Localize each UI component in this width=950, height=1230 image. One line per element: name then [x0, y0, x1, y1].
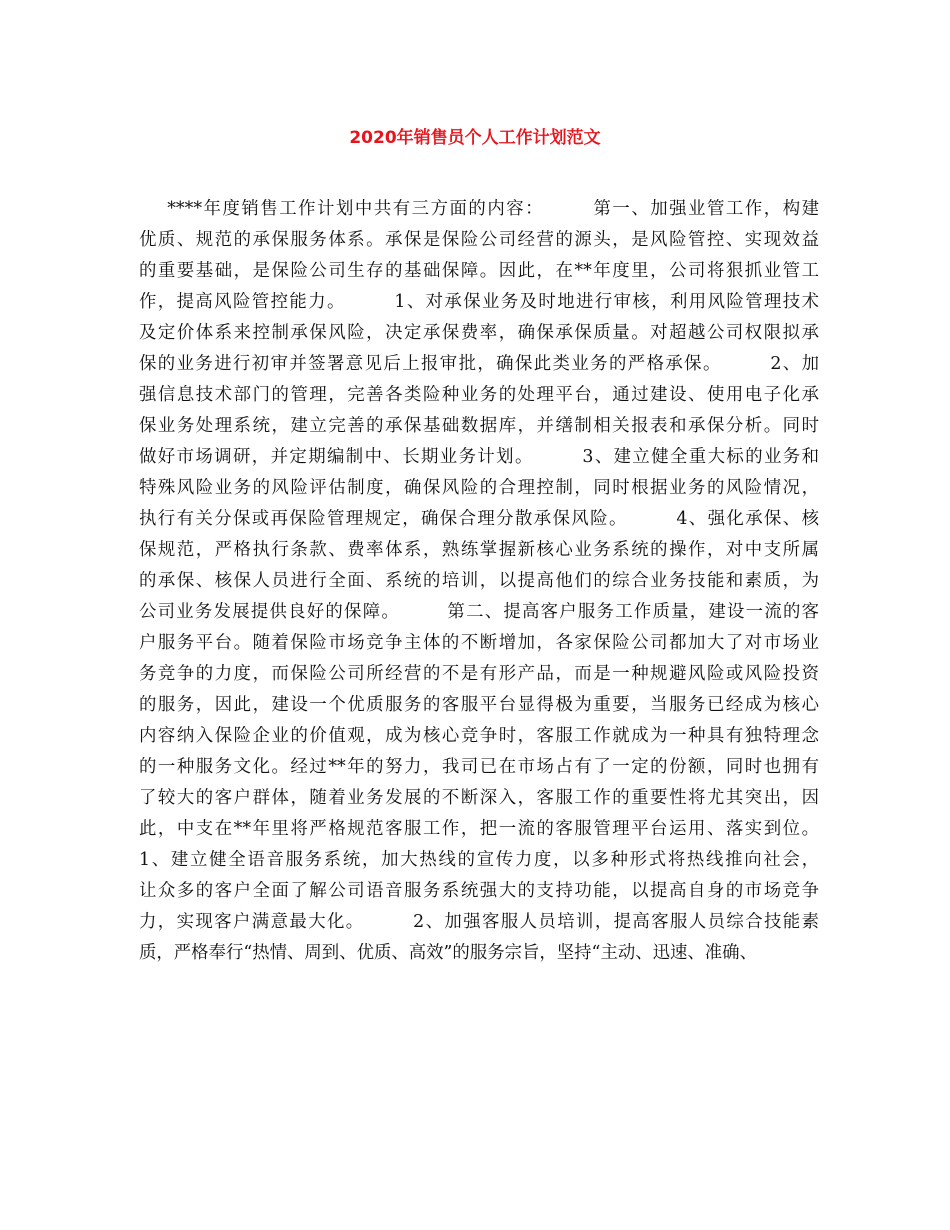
body-line: 质，严格奉行“热情、周到、优质、高效”的服务宗旨，坚持“主动、迅速、准确、 — [139, 943, 757, 963]
body-line: 力，实现客户满意最大化。 2、加强客服人员培训，提高客服人员综合技能素 — [139, 912, 819, 932]
body-line: 特殊风险业务的风险评估制度，确保风险的合理控制，同时根据业务的风险情况， — [139, 478, 819, 498]
body-line: 内容纳入保险企业的价值观，成为核心竞争时，客服工作就成为一种具有独特理念 — [139, 726, 819, 746]
body-line: 强信息技术部门的管理，完善各类险种业务的处理平台，通过建设、使用电子化承 — [139, 385, 819, 405]
body-line: 做好市场调研，并定期编制中、长期业务计划。 3、建立健全重大标的业务和 — [139, 447, 819, 467]
body-line: 执行有关分保或再保险管理规定，确保合理分散承保风险。 4、强化承保、核 — [139, 509, 819, 529]
body-line: ****年度销售工作计划中共有三方面的内容： 第一、加强业管工作，构建 — [139, 199, 819, 219]
body-line: 的服务，因此，建设一个优质服务的客服平台显得极为重要，当服务已经成为核心 — [139, 695, 819, 715]
body-line: 作，提高风险管控能力。 1、对承保业务及时地进行审核，利用风险管理技术 — [139, 292, 819, 312]
body-line: 的重要基础，是保险公司生存的基础保障。因此，在**年度里，公司将狠抓业管工 — [139, 261, 819, 281]
body-line: 保的业务进行初审并签署意见后上报审批，确保此类业务的严格承保。 2、加 — [139, 354, 819, 374]
body-line: 及定价体系来控制承保风险，决定承保费率，确保承保质量。对超越公司权限拟承 — [139, 323, 819, 343]
body-line: 公司业务发展提供良好的保障。 第二、提高客户服务工作质量，建设一流的客 — [139, 602, 819, 622]
body-line: 了较大的客户群体，随着业务发展的不断深入，客服工作的重要性将尤其突出，因 — [139, 788, 819, 808]
body-line: 保规范，严格执行条款、费率体系，熟练掌握新核心业务系统的操作，对中支所属 — [139, 540, 819, 560]
body-line: 1、建立健全语音服务系统，加大热线的宣传力度，以多种形式将热线推向社会， — [139, 850, 819, 870]
body-line: 务竞争的力度，而保险公司所经营的不是有形产品，而是一种规避风险或风险投资 — [139, 664, 819, 684]
document-title: 2020年销售员个人工作计划范文 — [349, 128, 601, 148]
body-line: 让众多的客户全面了解公司语音服务系统强大的支持功能，以提高自身的市场竞争 — [139, 881, 819, 901]
body-line: 此，中支在**年里将严格规范客服工作，把一流的客服管理平台运用、落实到位。 — [139, 819, 819, 839]
body-line: 优质、规范的承保服务体系。承保是保险公司经营的源头，是风险管控、实现效益 — [139, 230, 819, 250]
body-line: 保业务处理系统，建立完善的承保基础数据库，并缮制相关报表和承保分析。同时 — [139, 416, 819, 436]
body-line: 户服务平台。随着保险市场竞争主体的不断增加，各家保险公司都加大了对市场业 — [139, 633, 819, 653]
body-line: 的一种服务文化。经过**年的努力，我司已在市场占有了一定的份额，同时也拥有 — [139, 757, 819, 777]
body-line: 的承保、核保人员进行全面、系统的培训，以提高他们的综合业务技能和素质，为 — [139, 571, 819, 591]
